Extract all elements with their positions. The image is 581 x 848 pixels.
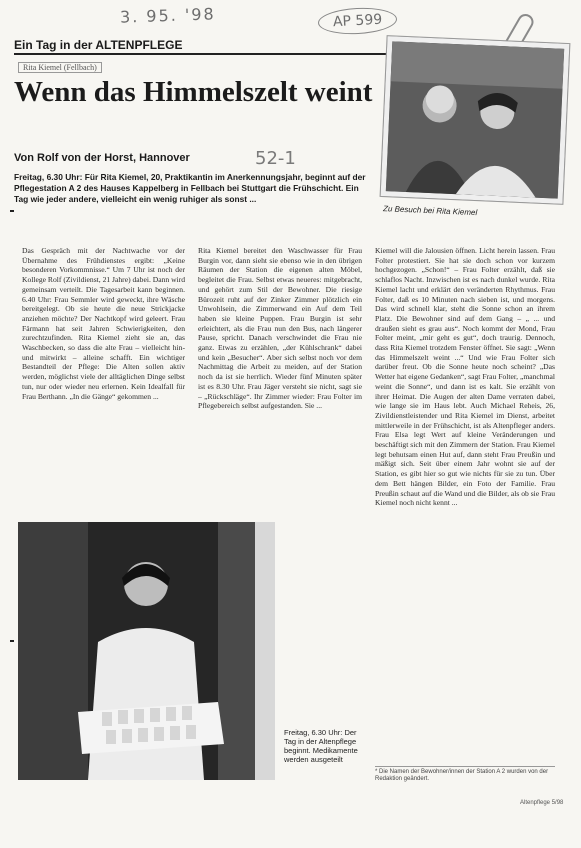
footnote: * Die Namen der Bewohner/innen der Station A 2 wurden von der Redaktion geändert. [375, 766, 555, 783]
photo-portrait-caption: Zu Besuch bei Rita Kiemel [382, 204, 478, 218]
article-author: Von Rolf von der Horst, Hannover [14, 152, 190, 164]
article-lead: Freitag, 6.30 Uhr: Für Rita Kiemel, 20, Praktikantin im Anerkennungsjahr, beginnt auf der Pflegestation A 2 des Hauses Kappelberg in Fellbach bei Stuttgart die Frühschicht. Ein Tag wie jeder andere, vielleicht ein wenig ruhiger als sonst ... [14, 172, 366, 204]
photo-portrait [381, 36, 570, 218]
handwritten-date: 3. 95. '98 [119, 4, 216, 27]
article-column-1: Das Gespräch mit der Nachtwache vor der Übernahme des Frühdienstes ergibt: „Keine besonderen Vorkommnisse.“ Um 7 Uhr ist noch der Kollege Rolf (Zivildienst, 21 Jahre) dabei. Dann wird gemeinsam verteilt. Die Tagesarbeit kann beginnen. 6.40 Uhr: Frau Semmler wird geweckt, ihre Wäsche bereitgelegt. Ob sie heute die neue Strickjacke anziehen möchte? Der Nachtkopf wird geleert. Frau Färmann hat seit Jahren Schwierigkeiten, den zurechtzufinden. Rita Kiemel zieht sie an, das Waschbecken, so dass die alte Frau – vielleicht hin- und mitwirkt – alleine schafft. Ein wichtiger Bestandteil der Pflege: Die Alten sollen aktiv werden, möglichst viele der alltäglichen Dinge selbst tun, nur oder wieder neu erlernen. Kein Idealfall für Frau Berthann. „In die Gänge“ gekommen ... [22, 246, 185, 401]
photo-nurse-tray-image [18, 522, 270, 780]
photo-nurse-tray [18, 522, 270, 780]
handwritten-number: 52-1 [255, 148, 296, 169]
article-headline: Wenn das Himmelszelt weint [14, 76, 373, 108]
article-column-3: Kiemel will die Jalousien öffnen. Licht herein lassen. Frau Folter protestiert. Sie hat sie doch schon vor kurzem hochgezogen. „Schon!“ – Frau Folter erzählt, daß sie schlaflos Nacht. Inzwischen ist es nach dunkel wurde. Rita Kiemel lacht und erklärt den veränderten Rhythmus. Frau Folter, daß es 10 Minuten nach sieben ist, und morgens. Das wird schnell klar, steht die Sonne schon an ihrem Platz. Die Bewohner sind auf dem Gang – „ ... und draußen sieht es grau aus“. Noch kommt der Mond, Frau Folter meint, „mir geht es gut“, doch traurig. Dennoch, dass Rita Kiemel trotzdem Fenster öffnet. Sie sagt: „Wenn das Himmelszelt weint ...“ Und wie Frau Folter sich darüber freut. Ob die Sonne heute noch scheint? „Das Wetter hat eigene Gedanken“, sagt Frau Folter, „manchmal weint die Sonne“, und dann ist es kalt. Sie erzählt von ihrer Heimat. Die Augen der alten Dame verraten dabei, wie lange sie im Haus lebt. Auch Michael Reheis, 26, Zivildienstleistender und Rita Kiemel im Dienst, arbeitet mittlerweile in der Frühschicht, ist als Altenpfleger anders. Frau Elsa legt Wert auf kleine Veränderungen und beschäftigt sich mit den Zimmern der Station. Frau Kiemel legt behutsam einen Hut auf, dann steht Frau Preußin und mäßigt sich. Seit über einem Jahr wohnt sie auf der Station, es gibt hier so gut wie nichts für sie zu tun. Über dem Bett hängen Bilder, ein Foto der Familie. Frau Preußin schaut auf die Wand und die Bilder, als ob sie Frau Kiemel noch nicht kennt ... [375, 246, 555, 508]
fold-mark [10, 640, 14, 642]
handwritten-archive-code: AP 599 [317, 6, 397, 36]
section-rubric: Ein Tag in der ALTENPFLEGE [14, 38, 404, 55]
fold-mark [10, 210, 14, 212]
article-column-2: Rita Kiemel bereitet den Waschwasser für Frau Burgin vor, dann sieht sie ebenso wie in den übrigen Räumen der Station die eigenen alten Möbel, begleitet die Frau. Selbst etwas neueres: mitgebracht, und gehört zum Stil der Bewohner. Die riesige Bürozeit ruht auf der Zinker Zimmer plötzlich ein Unwohlsein, die Zimmerwand ein Auf dem Teil haben sie kleine Puppen. Frau Burgin ist sehr erleichtert, als die Frau nun den Bus, nach längerer Pause, spricht. Danach verschwindet die Frau nie ganz. Etwas zu erzählen, „der Kühlschrank“ dabei und kein „Besucher“. Aber sich selbst noch vor dem Nachmittag die Arbeit zu meiden, auf der Station noch da ist sie herrlich. Wieder fünf Minuten später ist es 8.30 Uhr. Frau Jäger versteht sie nicht, sagt sie – „Rückschläge“. Ihr Zimmer wieder: Frau Folter im Pflegebereich selbst aufgestanden. Sie ... [198, 246, 362, 411]
page-reference: Altenpflege 5/98 [520, 800, 564, 806]
photo-portrait-image [386, 41, 564, 198]
photo-nurse-tray-caption: Freitag, 6.30 Uhr: Der Tag in der Altenpflege beginnt. Medikamente werden ausgeteilt [284, 728, 358, 764]
byline: Rita Kiemel (Fellbach) [18, 62, 102, 73]
photo-edge [255, 522, 275, 780]
